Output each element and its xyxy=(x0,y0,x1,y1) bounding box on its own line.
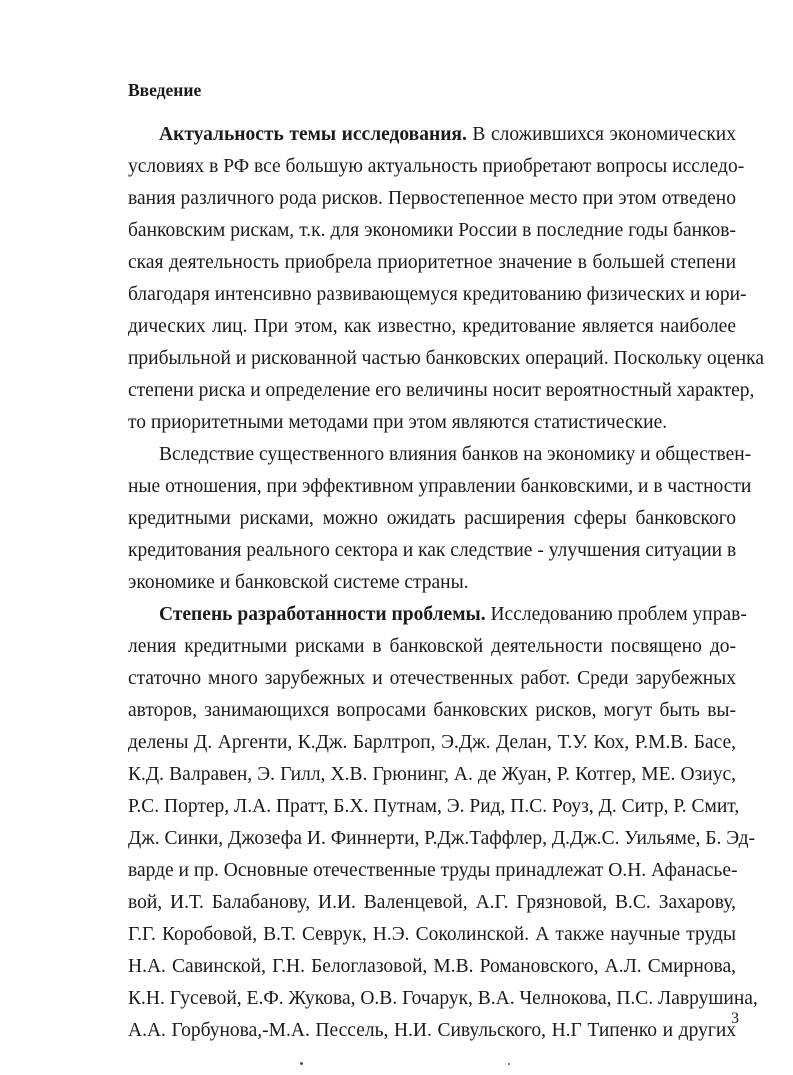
paragraph-line: кредитования реального сектора и как следствие - улучшения ситуации в xyxy=(128,540,737,561)
paragraph-line: условиях в РФ все большую актуальность приобретают вопросы исследо- xyxy=(128,156,745,177)
paragraph-line: варде и пр. Основные отечественные труды принадлежат О.Н. Афанасье- xyxy=(128,860,738,881)
paragraph-lead: Актуальность темы исследования. xyxy=(159,124,467,145)
scan-artifact xyxy=(508,1063,510,1065)
paragraph-line: А.А. Горбунова,-М.А. Пессель, Н.И. Сивульского, Н.Г Типенко и других xyxy=(128,1020,736,1041)
section-heading: Введение xyxy=(128,80,202,100)
paragraph-line xyxy=(159,124,736,146)
paragraph-line: благодаря интенсивно развивающемуся кредитованию физических и юри- xyxy=(128,284,747,305)
paragraph-line: авторов, занимающихся вопросами банковских рисков, могут быть вы- xyxy=(128,700,736,721)
paragraph-line: кредитными рисками, можно ожидать расширения сферы банковского xyxy=(128,508,736,529)
paragraph-line: ные отношения, при эффективном управлении банковскими, и в частности xyxy=(128,476,752,497)
paragraph-line: К.Н. Гусевой, Е.Ф. Жукова, О.В. Гочарук, В.А. Челнокова, П.С. Лаврушина, xyxy=(128,988,758,1009)
line-text: Исследованию проблем управ- xyxy=(485,604,747,625)
paragraph-line xyxy=(159,604,747,626)
paragraph-line: то приоритетными методами при этом являются статистические. xyxy=(128,412,668,433)
paragraph-line: Р.С. Портер, Л.А. Пратт, Б.Х. Путнам, Э. Рид, П.С. Роуз, Д. Ситр, Р. Смит, xyxy=(128,796,740,817)
paragraph-line: Н.А. Савинской, Г.Н. Белоглазовой, М.В. Романовского, А.Л. Смирнова, xyxy=(128,956,736,977)
paragraph-lead: Степень разработанности проблемы. xyxy=(159,604,486,625)
paragraph-line: Дж. Синки, Джозефа И. Финнерти, Р.Дж.Таффлер, Д.Дж.С. Уильяме, Б. Эд- xyxy=(128,828,756,849)
line-text: В сложившихся экономических xyxy=(466,124,736,145)
paragraph-line: вой, И.Т. Балабанову, И.И. Валенцевой, А.Г. Грязновой, В.С. Захарову, xyxy=(128,892,736,913)
paragraph-line: статочно много зарубежных и отечественных работ. Среди зарубежных xyxy=(128,668,736,689)
paragraph-line: прибыльной и рискованной частью банковских операций. Поскольку оценка xyxy=(128,348,764,369)
paragraph-line: экономике и банковской системе страны. xyxy=(128,572,469,593)
paragraph-line: степени риска и определение его величины носит вероятностный характер, xyxy=(128,380,755,401)
paragraph-line: ская деятельность приобрела приоритетное значение в большей степени xyxy=(128,252,736,273)
scan-artifact xyxy=(300,1062,303,1065)
paragraph-line: банковским рискам, т.к. для экономики России в последние годы банков- xyxy=(128,220,736,241)
paragraph-line: ления кредитными рисками в банковской деятельности посвящено до- xyxy=(128,636,736,657)
paragraph-line: делены Д. Аргенти, К.Дж. Барлтроп, Э.Дж. Делан, Т.У. Кох, Р.М.В. Басе, xyxy=(128,732,736,753)
paragraph-line: дических лиц. При этом, как известно, кредитование является наиболее xyxy=(128,316,736,337)
paragraph-line: вания различного рода рисков. Первостепенное место при этом отведено xyxy=(128,188,736,209)
page-number: 3 xyxy=(731,1010,739,1027)
paragraph-line: К.Д. Валравен, Э. Гилл, Х.В. Грюнинг, А. де Жуан, Р. Котгер, МЕ. Озиус, xyxy=(128,764,736,785)
paragraph-line: Вследствие существенного влияния банков на экономику и обществен- xyxy=(159,444,752,465)
paragraph-line: Г.Г. Коробовой, В.Т. Севрук, Н.Э. Соколинской. А также научные труды xyxy=(128,924,736,945)
